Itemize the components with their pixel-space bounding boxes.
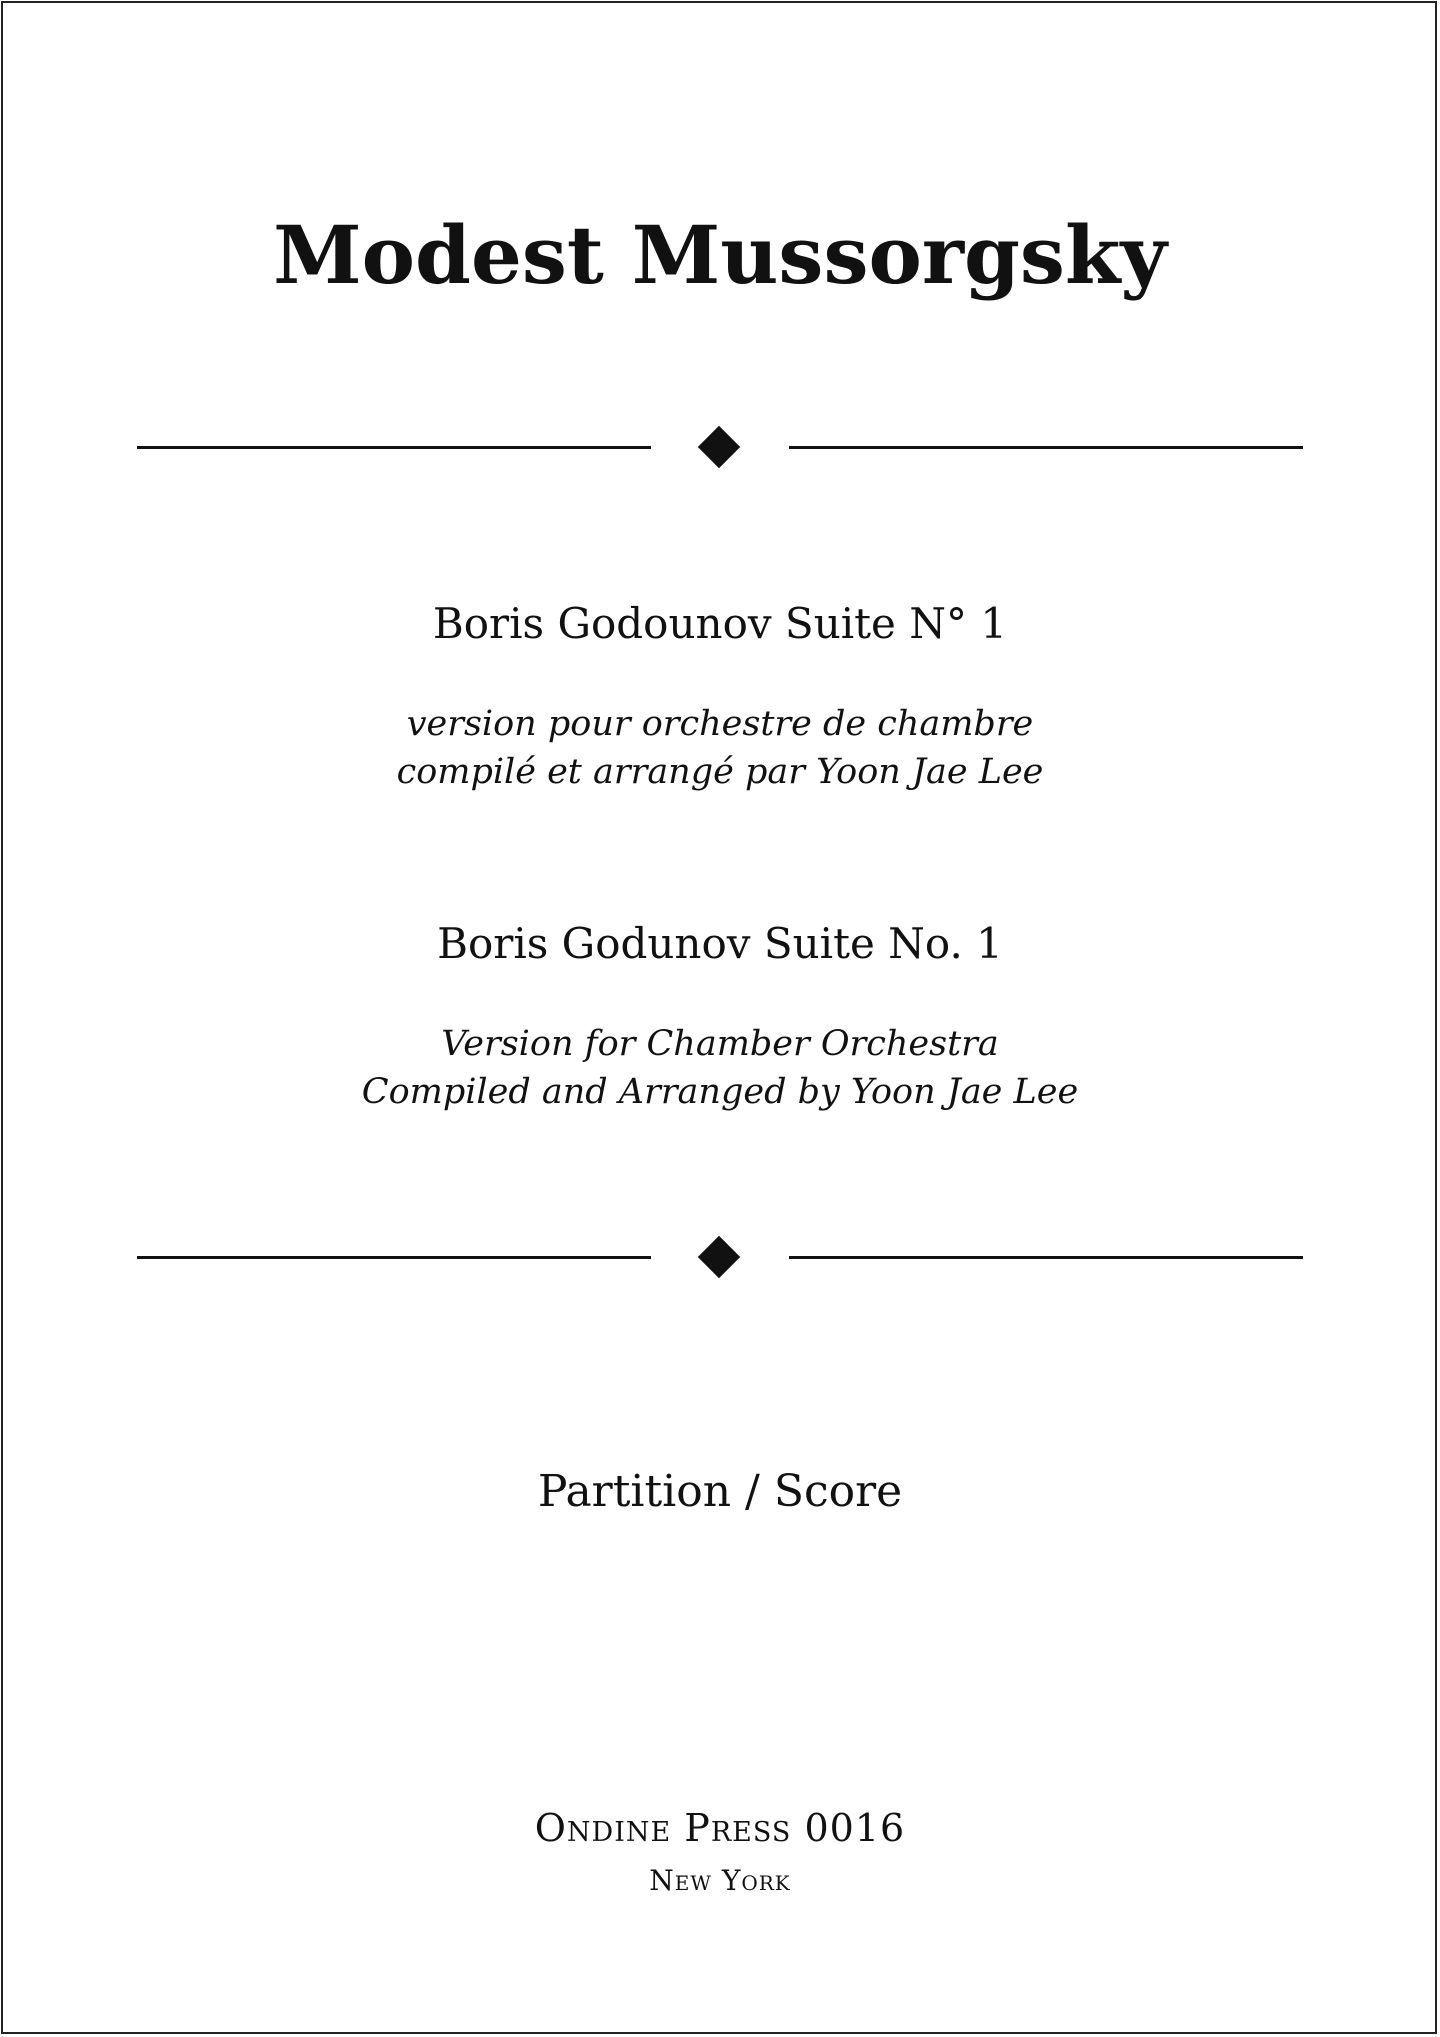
- top-divider: [0, 428, 1440, 468]
- bottom-divider: [0, 1238, 1440, 1278]
- divider-line-right: [789, 446, 1303, 449]
- subtitle-english-line1: Version for Chamber Orchestra: [441, 1024, 999, 1064]
- title-french: Boris Godounov Suite N° 1: [432, 599, 1008, 648]
- subtitle-french-line1: version pour orchestre de chambre: [406, 704, 1034, 744]
- publisher-name: Ondine Press 0016: [534, 1806, 906, 1850]
- diamond-icon: [698, 426, 740, 468]
- divider-line-right: [789, 1256, 1303, 1259]
- subtitle-english-line2: Compiled and Arranged by Yoon Jae Lee: [361, 1072, 1079, 1112]
- publisher-city: New York: [649, 1864, 791, 1897]
- score-label: Partition / Score: [537, 1466, 903, 1517]
- title-english: Boris Godunov Suite No. 1: [437, 919, 1003, 968]
- diamond-icon: [698, 1236, 740, 1278]
- divider-line-left: [137, 1256, 651, 1259]
- subtitle-french-line2: compilé et arrangé par Yoon Jae Lee: [396, 752, 1044, 792]
- divider-line-left: [137, 446, 651, 449]
- composer-name: Modest Mussorgsky: [273, 208, 1167, 302]
